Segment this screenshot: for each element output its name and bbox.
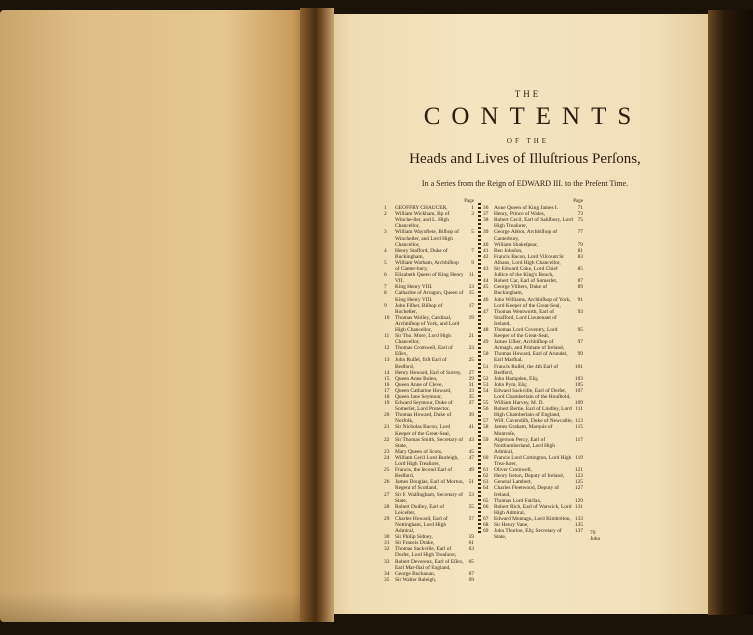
entry-page: 101 [574, 363, 583, 370]
contents-entry [384, 211, 474, 229]
entry-page: 9 [471, 259, 474, 266]
contents-entry [483, 229, 583, 241]
entry-page: 59 [468, 534, 474, 541]
entry-title: Charles Howard, Earl of Nottingham, Lord High Admiral, [395, 515, 448, 535]
header-of-the: OF THE [506, 137, 550, 145]
entry-page: 65 [468, 558, 474, 565]
entry-page: 107 [574, 387, 583, 394]
entry-page: 93 [577, 308, 583, 315]
entry-page: 85 [577, 266, 583, 273]
entry-page: 23 [468, 345, 474, 352]
entry-title: Thomas Wolſey, Cardinal, Archbiſhop of York, and Lord High Chancellor, [395, 314, 460, 333]
entry-title: Thomas Lord Fairfax, [494, 497, 542, 504]
contents-entry [384, 290, 474, 302]
entry-title: John Pym, Eſq; [494, 381, 528, 388]
entry-title: Henry Ireton, Deputy of Ireland, [494, 473, 565, 480]
entry-page: 27 [468, 369, 474, 376]
entry-number: 31 [384, 540, 390, 547]
entry-title: William Wickham, Bp of Winche-ſter, and L. High Chancellor, [395, 211, 450, 230]
entry-number: 58 [483, 424, 489, 431]
contents-entry [483, 254, 583, 266]
entry-number: 9 [384, 302, 387, 309]
entry-number: 67 [483, 515, 489, 522]
entry-number: 16 [384, 381, 390, 388]
entry-title: Robert Car, Earl of Somerſet, [494, 278, 558, 285]
entry-page: 3 [471, 211, 474, 218]
entry-title: Henry Stafford, Duke of Buckingham, [395, 247, 448, 260]
entry-page: 77 [577, 229, 583, 236]
entry-page: 7 [471, 247, 474, 254]
entry-number: 61 [483, 467, 489, 474]
contents-entry [483, 485, 583, 497]
entry-number: 48 [483, 326, 489, 333]
entry-page: 119 [575, 454, 583, 461]
page-heading: Heads and Lives of Illuſtrious Perſons, [409, 151, 641, 167]
contents-entry [483, 309, 583, 327]
entry-page: 83 [577, 253, 583, 260]
page-column-label: Page [573, 199, 583, 204]
entry-title: Sir Edward Coke, Lord Chief Juſtice of the King's Bench, [494, 266, 558, 279]
entry-title: Robert Devereux, Earl of Eſſex, Earl Mar-ſhal of England, [395, 558, 464, 571]
contents-entry [384, 412, 474, 424]
contents-entry [483, 455, 583, 467]
entry-number: 55 [483, 400, 489, 407]
contents-entry [483, 351, 583, 363]
entry-page: 75 [577, 217, 583, 224]
entry-title: Robert Rich, Earl of Warwick, Lord High Admiral, [494, 503, 572, 516]
entry-title: John Hampden, Eſq; [494, 375, 539, 382]
entry-title: Edward Sackville, Earl of Dorſet, Lord Chamberlain of the Houſhold, [494, 387, 571, 400]
entry-page: 125 [574, 479, 583, 486]
entry-page: 51 [468, 479, 474, 486]
contents-entry [384, 455, 474, 467]
entry-page: 81 [577, 247, 583, 254]
contents-entry [483, 528, 583, 540]
entry-number: 47 [483, 308, 489, 315]
entry-page: 109 [574, 400, 583, 407]
entry-number: 2 [384, 211, 387, 218]
entry-page: 39 [468, 412, 474, 419]
entry-number: 23 [384, 448, 390, 455]
entry-number: 40 [483, 241, 489, 248]
entry-page: 117 [575, 436, 583, 443]
entry-page: 53 [468, 491, 474, 498]
contents-entry [384, 504, 474, 516]
entry-title: William Cecil Lord Burleigh, Lord High Treaſurer, [395, 454, 459, 468]
contents-entry [483, 364, 583, 376]
entry-page: 103 [574, 375, 583, 382]
contents-entry [384, 248, 474, 260]
entry-number: 38 [483, 217, 489, 224]
entry-number: 66 [483, 503, 489, 510]
column-divider [478, 203, 481, 533]
entry-page: 25 [468, 357, 474, 364]
entry-title: John Ruſſel, firſt Earl of Bedford, [395, 357, 447, 370]
entry-number: 35 [384, 576, 390, 583]
entry-number: 65 [483, 497, 489, 504]
entry-number: 18 [384, 394, 390, 400]
entry-number: 13 [384, 357, 390, 364]
entry-number: 1 [384, 205, 387, 212]
entry-title: GEOFFRY CHAUCER, [395, 205, 448, 212]
entry-page: 71 [577, 205, 583, 212]
book-gutter [300, 8, 334, 622]
entry-number: 10 [384, 314, 390, 321]
entry-page: 43 [468, 436, 474, 443]
entry-page: 89 [577, 284, 583, 291]
entry-page: 41 [468, 424, 474, 431]
entry-title: Thomas Howard, Duke of Norfolk, [395, 412, 452, 425]
entry-title: Thomas Sackville, Earl of Dorſet, Lord High Treaſurer, [395, 546, 457, 559]
entry-title: James Uſher, Archbiſhop of Armagh, and Primate of Ireland, [494, 339, 565, 352]
contents-entry [384, 303, 474, 315]
entry-title: Thomas Lord Coventry, Lord Keeper of the Great-Seal, [494, 326, 558, 340]
entry-number: 15 [384, 375, 390, 382]
contents-entry [384, 559, 474, 571]
entry-page: 115 [575, 424, 583, 431]
entry-title: John Williams, Archbiſhop of York, Lord Keeper of the Great-Seal, [494, 296, 571, 309]
contents-entry [483, 284, 583, 296]
entry-page: 111 [575, 406, 583, 413]
entry-page: 15 [468, 290, 474, 297]
page-title: CONTENTS [423, 103, 643, 130]
contents-entry [384, 479, 474, 491]
contents-column-right [483, 199, 583, 540]
entry-title: William Harvey, M. D. [494, 400, 544, 407]
contents-entry [483, 297, 583, 309]
entry-page: 113 [575, 418, 583, 425]
entry-page: 33 [468, 387, 474, 394]
contents-list-left [384, 205, 474, 583]
entry-page: 21 [468, 333, 474, 340]
entry-page: 99 [577, 351, 583, 358]
entry-title: Edward Montagu, Lord Kimbolton, [494, 515, 571, 522]
entry-title: Charles Fleetwood, Deputy of Ireland, [494, 485, 559, 498]
entry-number: 44 [483, 278, 489, 285]
entry-page: 19 [468, 314, 474, 321]
entry-number: 34 [384, 570, 390, 577]
entry-number: 21 [384, 424, 390, 431]
entry-page: 35 [468, 394, 474, 400]
entry-number: 36 [483, 205, 489, 212]
entry-number: 4 [384, 247, 387, 254]
entry-title: Sir Walter Raleigh, [395, 576, 437, 583]
entry-title: Henry Howard, Earl of Surrey, [395, 369, 462, 376]
entry-number: 22 [384, 436, 390, 443]
entry-number: 32 [384, 546, 390, 553]
entry-title: James Graham, Marquis of Montroſe, [494, 424, 553, 437]
entry-title: Thomas Howard, Earl of Arundel, Earl Marſhal, [494, 351, 568, 364]
entry-page: 45 [468, 448, 474, 455]
entry-title: Sir F. Walſingham, Secretary of State, [395, 491, 463, 504]
entry-page: 73 [577, 211, 583, 218]
contents-entry [384, 424, 474, 436]
entry-number: 59 [483, 436, 489, 443]
entry-page: 69 [468, 576, 474, 583]
entry-page: 123 [574, 473, 583, 480]
entry-title: George Abbot, Archbiſhop of Canterbury, [494, 229, 558, 242]
entry-number: 57 [483, 418, 489, 425]
entry-number: 42 [483, 253, 489, 260]
entry-page: 37 [468, 400, 474, 407]
entry-title: Francis Ruſſel, the 4th Earl of Bedford, [494, 363, 559, 376]
entry-title: Anne Queen of King James I. [494, 205, 559, 212]
entry-number: 46 [483, 296, 489, 303]
entry-number: 56 [483, 406, 489, 413]
entry-title: Queen Catharine Howard, [395, 387, 452, 394]
entry-page: 137 [574, 528, 583, 535]
entry-number: 30 [384, 534, 390, 541]
entry-title: George Buchanan, [395, 570, 436, 577]
entry-title: John Fiſher, Biſhop of Rocheſter, [395, 302, 443, 315]
entry-number: 8 [384, 290, 387, 297]
entry-page: 17 [468, 302, 474, 309]
entry-title: Robert Dudley, Earl of Leiceſter, [395, 503, 445, 516]
entry-number: 43 [483, 266, 489, 273]
entry-page: 91 [577, 296, 583, 303]
entry-title: Edward Seymour, Duke of Somerſet, Lord Protector, [395, 400, 453, 413]
entry-page: 5 [471, 229, 474, 236]
page-subtitle: In a Series from the Reign of EDWARD III. to the Preſent Time. [421, 179, 629, 188]
entry-number: 62 [483, 473, 489, 480]
contents-entry [384, 492, 474, 504]
contents-entry [384, 546, 474, 558]
contents-column-left [384, 199, 474, 583]
entry-number: 3 [384, 229, 387, 236]
entry-page: 61 [468, 540, 474, 547]
entry-title: John Thurloe, Eſq; Secretary of State, [494, 528, 562, 541]
book-cover-edge [708, 10, 753, 615]
entry-title: Sir Henry Vane, [494, 521, 529, 528]
entry-title: Robert Bertie, Earl of Lindſey, Lord High Chamberlain of England, [494, 406, 572, 419]
entry-title: Francis Lord Cottington, Lord High Trea-ſurer, [494, 454, 572, 468]
entry-number: 49 [483, 339, 489, 346]
entry-page: 97 [577, 339, 583, 346]
entry-page: 67 [468, 570, 474, 577]
contents-entry [483, 406, 583, 418]
entry-number: 6 [384, 272, 387, 279]
entry-title: Queen Anne Bolen, [395, 375, 438, 382]
entry-title: Will. Cavendiſh, Duke of Newcaſtle, [494, 418, 573, 425]
contents-entry [384, 357, 474, 369]
contents-entry [384, 467, 474, 479]
entry-page: 29 [468, 375, 474, 382]
entry-title: George Villiers, Duke of Buckingham, [494, 284, 548, 297]
entry-number: 68 [483, 521, 489, 528]
entry-number: 41 [483, 247, 489, 254]
entry-number: 25 [384, 467, 390, 474]
entry-page: 105 [574, 381, 583, 388]
entry-title: Sir Tho. More, Lord High Chancellor, [395, 333, 451, 346]
entry-title: Mary Queen of Scots, [395, 448, 443, 455]
entry-title: Francis, the ſecond Earl of Bedford, [395, 467, 453, 480]
entry-page: 31 [468, 381, 474, 388]
contents-entry [483, 266, 583, 278]
header-the: THE [514, 89, 542, 99]
entry-page: 47 [468, 454, 474, 461]
entry-title: Elizabeth Queen of King Henry VII. [395, 272, 464, 285]
entry-page: 133 [574, 515, 583, 522]
contents-entry [384, 437, 474, 449]
contents-entry [483, 388, 583, 400]
entry-number: 19 [384, 400, 390, 407]
contents-entry [384, 400, 474, 412]
contents-entry [384, 333, 474, 345]
entry-number: 53 [483, 381, 489, 388]
entry-number: 37 [483, 211, 489, 218]
entry-number: 24 [384, 454, 390, 461]
entry-number: 7 [384, 284, 387, 291]
entry-title: William Warham, Archbiſhop of Canter-bury, [395, 259, 459, 273]
contents-entry [483, 437, 583, 455]
entry-number: 64 [483, 485, 489, 492]
entry-title: James Douglas, Earl of Morton, Regent of Scotland, [395, 479, 464, 492]
entry-page: 55 [468, 503, 474, 510]
contents-entry [384, 315, 474, 333]
contents-list-right [483, 205, 583, 540]
entry-page: 95 [577, 326, 583, 333]
contents-entry [384, 577, 474, 583]
entry-page: 1 [471, 205, 474, 212]
entry-number: 26 [384, 479, 390, 486]
entry-page: 63 [468, 546, 474, 553]
entry-number: 29 [384, 515, 390, 522]
left-page [0, 10, 318, 622]
entry-number: 14 [384, 369, 390, 376]
entry-title: Queen Jane Seymour, [395, 394, 442, 400]
entry-title: Ben Johnſon, [494, 247, 523, 254]
entry-number: 5 [384, 259, 387, 266]
contents-entry [483, 504, 583, 516]
entry-number: 28 [384, 503, 390, 510]
entry-page: 135 [574, 521, 583, 528]
entry-number: 63 [483, 479, 489, 486]
entry-title: Catharine of Arragon, Queen of King Henry VIII. [395, 290, 464, 303]
entry-number: 50 [483, 351, 489, 358]
entry-number: 60 [483, 454, 489, 461]
entry-title: Francis Bacon, Lord Viſcount St Albans, Lord High Chancellor, [494, 253, 564, 266]
entry-page: 57 [468, 515, 474, 522]
entry-title: Sir Philip Sidney, [395, 534, 433, 541]
entry-number: 33 [384, 558, 390, 565]
contents-entry [384, 345, 474, 357]
entry-title: William Waynflete, Biſhop of Wincheſter, and Lord High Chancellor, [395, 229, 459, 248]
entry-title: William Shakeſpear, [494, 241, 538, 248]
entry-page: 79 [577, 241, 583, 248]
contents-entry [384, 229, 474, 247]
entry-title: Thomas Cromwell, Earl of Eſſex, [395, 345, 453, 358]
entry-page: 13 [468, 284, 474, 291]
entry-page: 129 [574, 497, 583, 504]
entry-number: 51 [483, 363, 489, 370]
contents-entry [483, 217, 583, 229]
page-column-label: Page [464, 199, 474, 204]
entry-number: 45 [483, 284, 489, 291]
catchword: 70 John [590, 530, 601, 542]
contents-entry [384, 516, 474, 534]
entry-page: 131 [574, 503, 583, 510]
entry-title: Sir Thomas Smith, Secretary of State, [395, 436, 464, 449]
entry-page: 49 [468, 467, 474, 474]
entry-number: 54 [483, 387, 489, 394]
entry-number: 11 [384, 333, 390, 340]
entry-title: Sir Nicholas Bacon, Lord Keeper of the Great-Seal, [395, 424, 451, 437]
entry-page: 87 [577, 278, 583, 285]
contents-entry [483, 339, 583, 351]
entry-number: 17 [384, 387, 390, 394]
entry-title: Queen Anne of Cleve, [395, 381, 443, 388]
entry-number: 27 [384, 491, 390, 498]
entry-number: 39 [483, 229, 489, 236]
entry-title: Henry, Prince of Wales, [494, 211, 546, 218]
entry-page: 127 [574, 485, 583, 492]
entry-number: 20 [384, 412, 390, 419]
entry-title: Algernon Percy, Earl of Northumberland, Lord High Admiral, [494, 436, 555, 455]
entry-title: Sir Francis Drake, [395, 540, 435, 547]
entry-number: 12 [384, 345, 390, 352]
entry-title: King Henry VIII. [395, 284, 433, 291]
entry-title: Oliver Cromwell, [494, 467, 533, 474]
contents-entry [384, 272, 474, 284]
entry-number: 52 [483, 375, 489, 382]
contents-entry [483, 424, 583, 436]
contents-entry [384, 260, 474, 272]
entry-title: Robert Cecil, Earl of Saliſbury, Lord High Treaſurer, [494, 217, 573, 230]
entry-page: 121 [574, 467, 583, 474]
entry-title: General Lambert, [494, 479, 533, 486]
entry-number: 69 [483, 528, 489, 535]
contents-entry [483, 327, 583, 339]
entry-title: Thomas Wentworth, Earl of Strafford, Lord Lieutenant of Ireland, [494, 308, 557, 327]
entry-page: 11 [468, 272, 474, 279]
